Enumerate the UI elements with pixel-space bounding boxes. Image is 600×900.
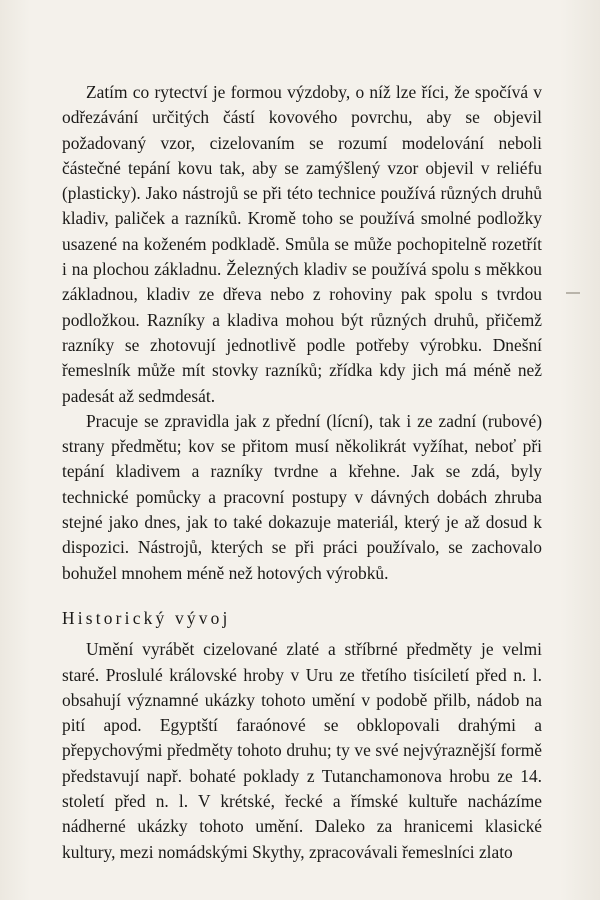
margin-mark — [566, 292, 580, 294]
text-column — [62, 80, 542, 865]
paragraph-intro-1: Zatím co rytectví je formou výzdoby, o níž lze říci, že spočívá v odřezávání určitých částí kovového povrchu, aby se objevil požadovaný vzor, cizelovaním se rozumí modelování neboli částečné tepání kovu tak, aby se zamýšlený vzor objevil v reliéfu (plasticky). Jako nástrojů se při této technice používá různých druhů kladiv, paliček a razníků. Kromě toho se používá smolné podložky usazené na koženém podkladě. Smůla se může pochopitelně rozetřít i na plochou základnu. Železných kladiv se používá spolu s měkkou základnou, kladiv ze dřeva nebo z rohoviny pak spolu s tvrdou podložkou. Razníky a kladiva mohou být různých druhů, přičemž razníky se zhotovují jednotlivě podle potřeby výrobku. Dnešní řemeslník může mít stovky razníků; zřídka kdy jich má méně než padesát až sedmdesát. — [62, 82, 542, 406]
paragraph-history-1: Umění vyrábět cizelované zlaté a stříbrné předměty je velmi staré. Proslulé královské hroby v Uru ze třetího tisíciletí před n. l. obsahují významné ukázky tohoto umění v podobě přilb, nádob na pití apod. Egyptští faraónové se obklopovali drahými a přepychovými předměty tohoto druhu; ty ve své nejvýraznější formě představují např. bohaté poklady z Tutanchamonova hrobu ze 14. století před n. l. V krétské, řecké a římské kultuře nacházíme nádherné ukázky tohoto umění. Daleko za hranicemi klasické kultury, mezi nomádskými Skythy, zpracovávali řemeslníci zlato — [62, 639, 542, 862]
section-heading: Historický vývoj — [62, 607, 231, 628]
paragraph-intro-2: Pracuje se zpravidla jak z přední (lícní), tak i ze zadní (rubové) strany předmětu; kov se přitom musí několikrát vyžíhat, neboť při tepání kladivem a razníky tvrdne a křehne. Jak se zdá, byly technické pomůcky a pracovní postupy v dávných dobách zhruba stejné jako dnes, jak to také dokazuje materiál, který je až dosud k dispozici. Nástrojů, kterých se při práci používalo, se zachovalo bohužel mnohem méně než hotových výrobků. — [62, 410, 542, 583]
